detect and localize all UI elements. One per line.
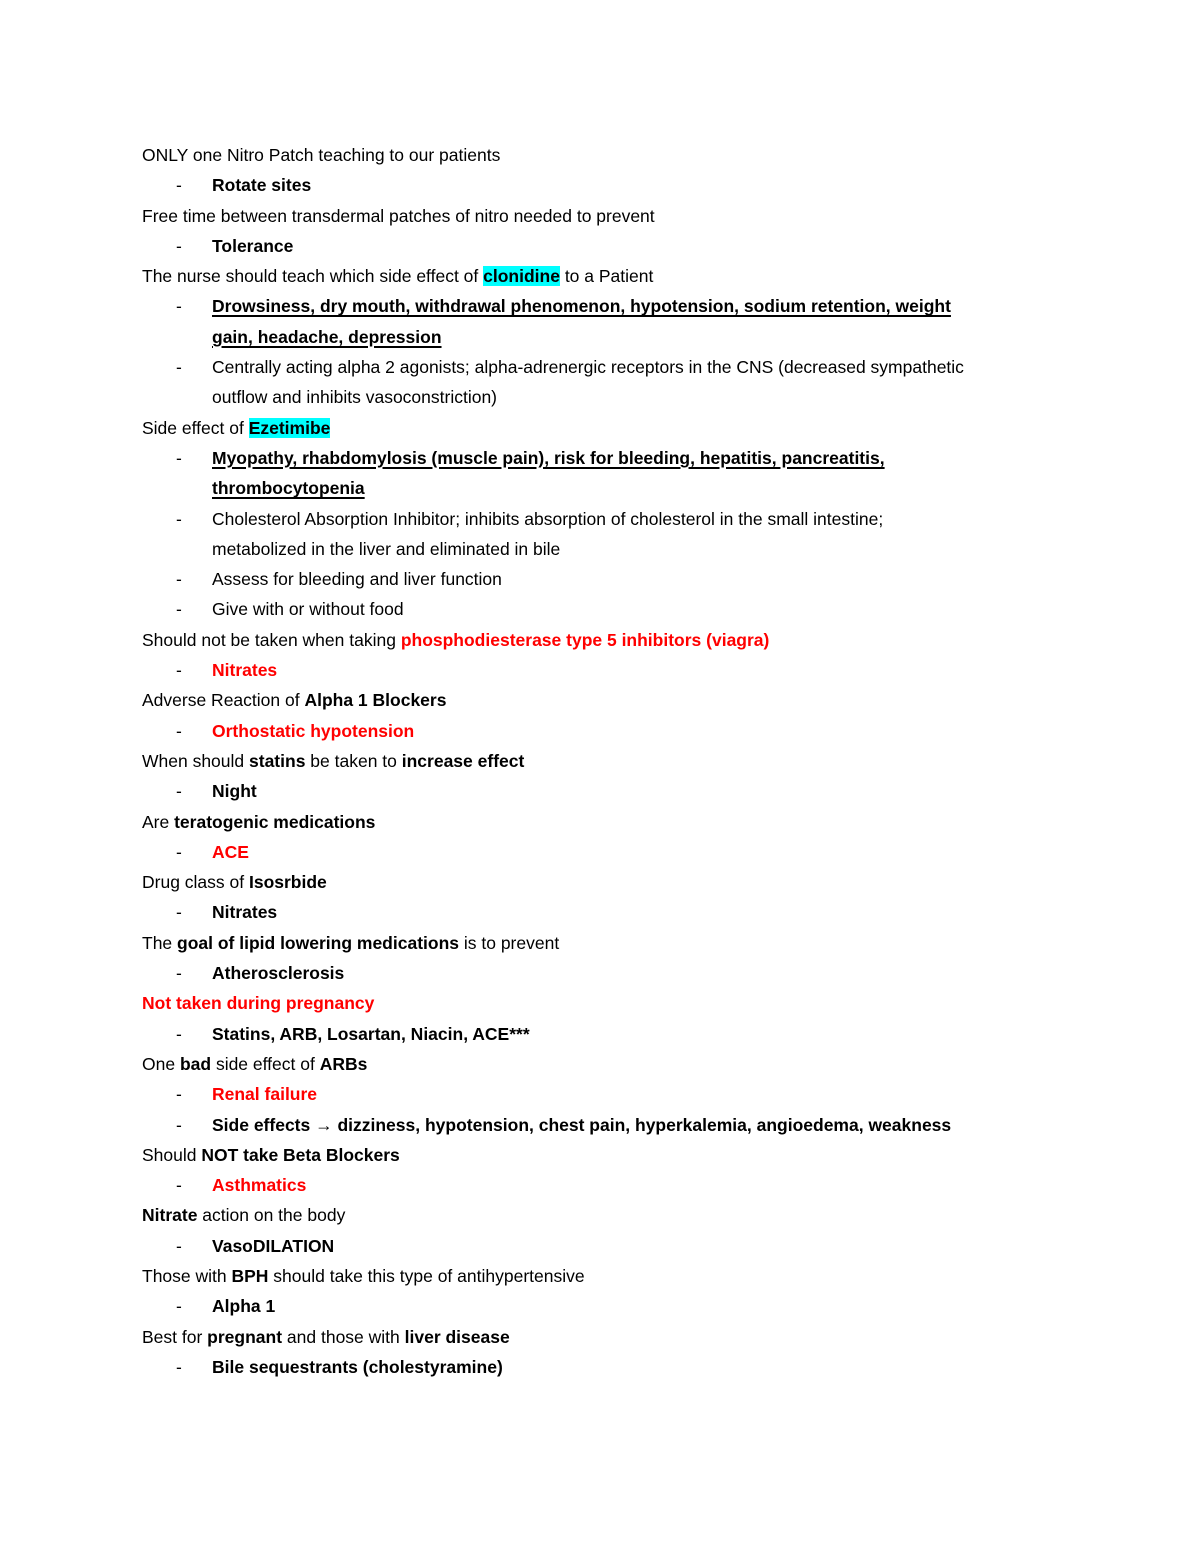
- answer-bullet: - Orthostatic hypotension: [142, 716, 1062, 746]
- bullet-dash: -: [176, 357, 182, 378]
- bullet-dash: -: [176, 296, 182, 317]
- answer-bullet: - Statins, ARB, Losartan, Niacin, ACE***: [142, 1019, 1062, 1049]
- question-line: Side effect of Ezetimibe: [142, 417, 331, 438]
- question-line: Should NOT take Beta Blockers: [142, 1144, 400, 1165]
- bullet-dash: -: [176, 963, 182, 984]
- question-line: When should statins be taken to increase effect: [142, 750, 525, 771]
- answer-bullet: - Cholesterol Absorption Inhibitor; inhibits absorption of cholesterol in the small intestine;: [142, 504, 1062, 534]
- bullet-dash: -: [176, 1296, 182, 1317]
- highlighted-drug-name: Ezetimibe: [248, 417, 331, 438]
- answer-bullet: - Side effects → dizziness, hypotension, chest pain, hyperkalemia, angioedema, weakness: [142, 1110, 1062, 1140]
- answer-bullet: - Drowsiness, dry mouth, withdrawal phenomenon, hypotension, sodium retention, weight: [142, 291, 1062, 321]
- highlighted-drug-name: clonidine: [483, 266, 560, 287]
- bullet-dash: -: [176, 902, 182, 923]
- bullet-dash: -: [176, 1023, 182, 1044]
- answer-bullet: - Assess for bleeding and liver function: [142, 564, 1062, 594]
- bullet-dash: -: [176, 1175, 182, 1196]
- question-line: Nitrate action on the body: [142, 1205, 346, 1226]
- bullet-dash: -: [176, 841, 182, 862]
- answer-bullet: - Rotate sites: [142, 170, 1062, 200]
- question-line: Not taken during pregnancy: [142, 993, 375, 1014]
- answer-bullet: - Night: [142, 776, 1062, 806]
- answer-bullet: - Centrally acting alpha 2 agonists; alpha-adrenergic receptors in the CNS (decreased sympathetic: [142, 352, 1062, 382]
- question-line: Should not be taken when taking phosphodiesterase type 5 inhibitors (viagra): [142, 629, 770, 650]
- question-line: One bad side effect of ARBs: [142, 1053, 368, 1074]
- answer-bullet: - Renal failure: [142, 1079, 1062, 1109]
- answer-bullet: - Asthmatics: [142, 1170, 1062, 1200]
- bullet-dash: -: [176, 781, 182, 802]
- answer-continuation: outflow and inhibits vasoconstriction): [212, 387, 498, 408]
- bullet-dash: -: [176, 660, 182, 681]
- bullet-dash: -: [176, 1084, 182, 1105]
- bullet-dash: -: [176, 1235, 182, 1256]
- bullet-dash: -: [176, 235, 182, 256]
- bullet-dash: -: [176, 599, 182, 620]
- bullet-dash: -: [176, 447, 182, 468]
- answer-continuation: thrombocytopenia: [212, 478, 365, 499]
- bullet-dash: -: [176, 1356, 182, 1377]
- notes-body: [142, 140, 1062, 1382]
- answer-bullet: - Bile sequestrants (cholestyramine): [142, 1352, 1062, 1382]
- question-line: Are teratogenic medications: [142, 811, 376, 832]
- answer-bullet: - ACE: [142, 837, 1062, 867]
- bullet-dash: -: [176, 720, 182, 741]
- answer-bullet: - Atherosclerosis: [142, 958, 1062, 988]
- answer-bullet: - Nitrates: [142, 897, 1062, 927]
- bullet-dash: -: [176, 508, 182, 529]
- answer-bullet: - Nitrates: [142, 655, 1062, 685]
- question-line: Best for pregnant and those with liver disease: [142, 1326, 510, 1347]
- question-line: The goal of lipid lowering medications is to prevent: [142, 932, 560, 953]
- question-line: The nurse should teach which side effect of clonidine to a Patient: [142, 266, 654, 287]
- question-line: Those with BPH should take this type of antihypertensive: [142, 1265, 585, 1286]
- answer-continuation: metabolized in the liver and eliminated in bile: [212, 538, 561, 559]
- bullet-dash: -: [176, 569, 182, 590]
- question-line: ONLY one Nitro Patch teaching to our patients: [142, 145, 501, 165]
- answer-bullet: - VasoDILATION: [142, 1231, 1062, 1261]
- answer-bullet: - Tolerance: [142, 231, 1062, 261]
- answer-bullet: - Myopathy, rhabdomylosis (muscle pain), risk for bleeding, hepatitis, pancreatitis,: [142, 443, 1062, 473]
- question-line: Drug class of Isosrbide: [142, 872, 327, 893]
- answer-continuation: gain, headache, depression: [212, 326, 442, 347]
- question-line: Free time between transdermal patches of nitro needed to prevent: [142, 205, 655, 226]
- answer-bullet: - Give with or without food: [142, 594, 1062, 624]
- question-line: Adverse Reaction of Alpha 1 Blockers: [142, 690, 447, 711]
- answer-bullet: - Alpha 1: [142, 1291, 1062, 1321]
- bullet-dash: -: [176, 175, 182, 196]
- bullet-dash: -: [176, 1114, 182, 1135]
